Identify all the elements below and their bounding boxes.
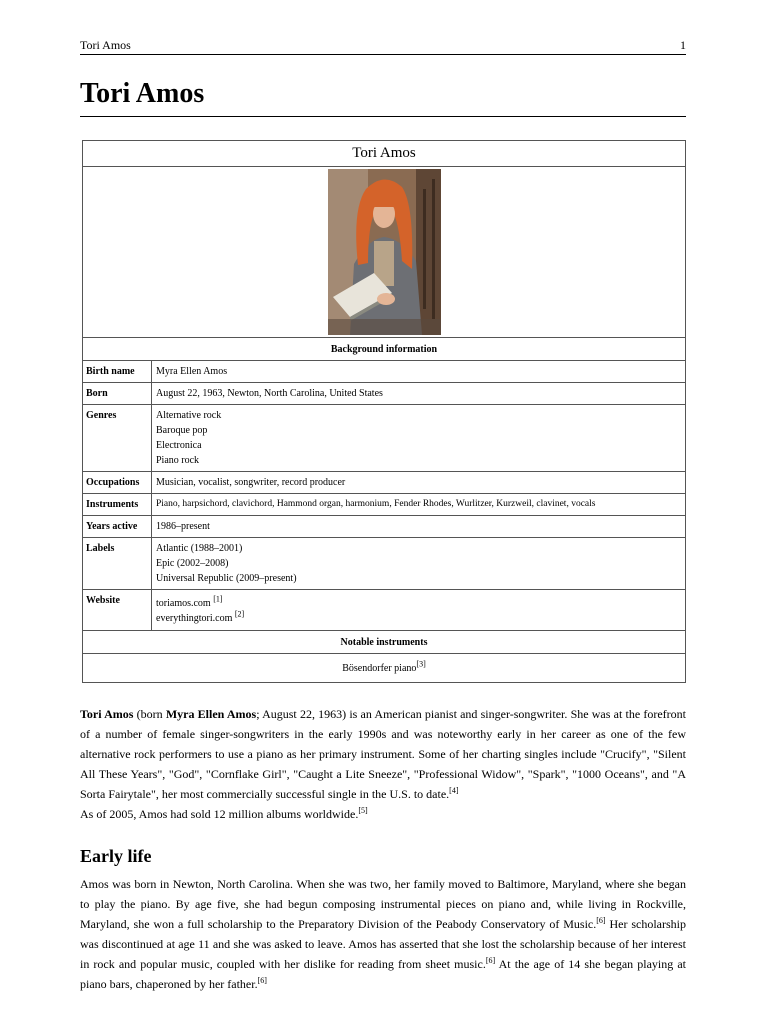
value-line: Piano, harpsichord, clavichord, Hammond organ, harmonium, Fender Rhodes, Wurlitzer, Kurzweil, clavinet, vocals [156,499,596,509]
genre-link[interactable]: Electronica [156,440,202,451]
early-life-paragraph [80,874,686,994]
text-run: As of 2005, Amos had sold 12 million albums worldwide. [80,807,359,821]
notable-instruments-heading: Notable instruments [83,631,686,654]
background-info-heading: Background information [83,338,686,361]
row-label: Labels [83,538,152,590]
infobox-title: Tori Amos [83,141,686,167]
row-value [152,538,686,590]
row-value [152,590,686,631]
row-value [152,472,686,494]
citation-ref[interactable]: [4] [449,786,459,795]
row-label: Occupations [83,472,152,494]
genre-link[interactable]: Piano rock [156,455,200,466]
label-link[interactable]: Atlantic (1988–2001) [156,543,243,554]
row-value [152,405,686,472]
website-link-toriamos[interactable]: toriamos.com [156,598,211,609]
row-value [152,383,686,405]
row-label: Born [83,383,152,405]
citation-ref[interactable]: [3] [416,659,426,669]
row-value [152,516,686,538]
row-label: Years active [83,516,152,538]
label-link[interactable]: Universal Republic (2009–present) [156,573,297,584]
genre-link[interactable]: Alternative rock [156,410,222,421]
page-header [80,38,686,55]
citation-ref[interactable]: [2] [234,609,245,619]
citation-ref[interactable]: [6] [485,956,496,965]
row-value [152,494,686,516]
infobox [82,140,686,683]
value-line: August 22, 1963, Newton, North Carolina, United States [156,388,383,399]
citation-ref[interactable]: [5] [358,806,368,815]
infobox-row-birth-name [83,361,686,383]
citation-ref[interactable]: [6] [596,916,606,925]
infobox-image-cell [83,167,686,338]
citation-ref[interactable]: [1] [213,594,223,604]
citation-ref[interactable]: [6] [257,976,267,985]
value-line: Musician, vocalist, songwriter, record producer [156,477,346,488]
subject-name: Tori Amos [80,707,134,721]
article-title: Tori Amos [80,76,686,117]
value-line: Myra Ellen Amos [156,366,228,377]
sales-paragraph [80,804,686,824]
text-run: Her scholarship was discontinued at age 11 and she was asked to leave. Amos has asserted that she lost the scholarship because of her interest in rock and popular music, coupled with her dislike for reading from sheet music. [80,917,686,971]
website-link-everythingtori[interactable]: everythingtori.com [156,613,233,624]
row-value [152,361,686,383]
infobox-row-years-active [83,516,686,538]
intro-paragraph [80,704,686,804]
infobox-row-genres [83,405,686,472]
text-run: At the age of 14 she began playing at piano bars, chaperoned by her father. [80,957,686,991]
label-link[interactable]: Epic (2002–2008) [156,558,229,569]
page-number: 1 [680,38,686,52]
infobox-row-instruments [83,494,686,516]
infobox-row-occupations [83,472,686,494]
text-run: ; August 22, 1963) is an American pianist and singer-songwriter. She was at the forefront of a number of female singer-songwriters in the early 1990s and was noteworthy early in her career as one of the few alternative rock performers to use a piano as her primary instrument. Some of her charting singles include "Crucify", "Silent All These Years", "God", "Cornflake Girl", "Caught a Lite Sneeze", "Professional Widow", "Spark", "1000 Oceans", and "A Sorta Fairytale", her most commercially successful single in the U.S. to date. [80,707,686,801]
header-title: Tori Amos [80,38,131,52]
row-label: Instruments [83,494,152,516]
infobox-row-born [83,383,686,405]
row-label: Genres [83,405,152,472]
row-label: Birth name [83,361,152,383]
birth-name: Myra Ellen Amos [165,707,257,721]
genre-link[interactable]: Baroque pop [156,425,208,436]
section-heading-early-life: Early life [80,846,152,866]
infobox-row-labels [83,538,686,590]
infobox-row-website [83,590,686,631]
artist-photo [328,169,441,335]
notable-instrument-link[interactable]: Bösendorfer piano [342,662,417,674]
text-run: Amos was born in Newton, North Carolina. When she was two, her family moved to Baltimore, Maryland, where she began to play the piano. By age five, she had begun composing instrumental pieces on piano and, while living in Rockville, Maryland, she won a full scholarship to the Preparatory Division of the Peabody Conservatory of Music. [80,877,686,931]
notable-instrument [83,654,686,683]
value-line: 1986–present [156,521,210,532]
text-run: (born [133,707,166,721]
row-label: Website [83,590,152,631]
